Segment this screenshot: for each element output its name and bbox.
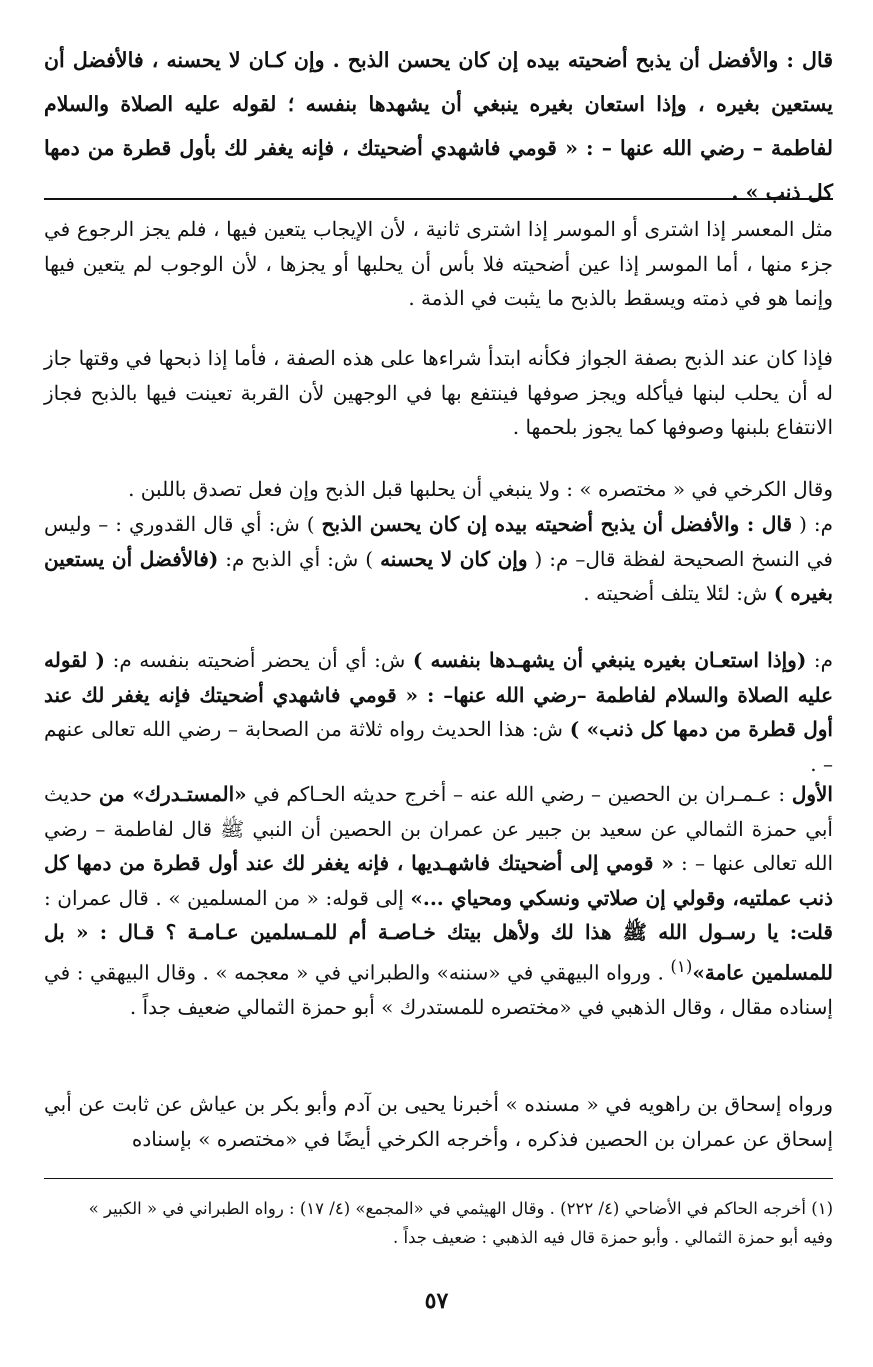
sharh-paragraph-6 (44, 777, 833, 1024)
matn-paragraph: قال : والأفضل أن يذبح أضحيته بيده إن كان يحسن الذبح . وإن كـان لا يحسنه ، فالأفضل أن يستعين بغيره ، وإذا استعان بغيره ينبغي أن يشهدها بنفسه ؛ لقوله عليه الصلاة والسلام لفاطمة – رضي الله عنها – : « قومي فاشهدي أضحيتك ، فإنه يغفر لك بأول قطرة من دمها كل ذنب » . (44, 48, 833, 204)
footnote-1-line-2: وفيه أبو حمزة الثمالي . وأبو حمزة قال فيه الذهبي : ضعيف جداً . (393, 1228, 833, 1247)
p5-b: (وإذا استعـان بغيره ينبغي أن يشهـدها بنفسه ) (412, 648, 807, 672)
p5-e: ش: هذا الحديث رواه ثلاثة من الصحابة – رضي الله تعالى عنهم – . (44, 717, 833, 776)
p4-f: (فالأفضل أن يستعين بغيره ) (44, 546, 833, 605)
p6-e: « قومي إلى أضحيتك فاشهـديها ، فإنه يغفر لك عند أول قطرة من دمها كل ذنب عملتيه، وقولي إن صلاتي ونسكي ومحياي ...» (44, 851, 833, 910)
page-number: ٥٧ (424, 1288, 449, 1314)
p6-d: حديث أبي حمزة الثمالي عن سعيد بن جبير عن عمران بن الحصين أن النبي ﷺ قال لفاطمة – رضي الله تعالى عنها – : (44, 782, 834, 875)
p4-a: م: ( (792, 512, 833, 536)
p6-c: «المستـدرك» من (98, 782, 247, 806)
footnote-1-line-1: (١) أخرجه الحاكم في الأضاحي (٤/ ٢٢٢) . وقال الهيثمي في «المجمع» (٤/ ١٧) : رواه الطبراني في « الكبير » (88, 1199, 833, 1218)
sharh-paragraph-7 (44, 1087, 833, 1156)
sharh-p3-text: وقال الكرخي في « مختصره » : ولا ينبغي أن يحلبها قبل الذبح وإن فعل تصدق باللبن . (128, 477, 833, 501)
p4-g: ش: لئلا يتلف أضحيته . (583, 581, 774, 605)
separator-rule (44, 198, 833, 200)
sharh-p1-text: مثل المعسر إذا اشترى أو الموسر إذا اشترى ثانية ، لأن الإيجاب يتعين فيها ، فلم يجز الرجوع في جزء منها ، أما الموسر إذا عين أضحيته فلا بأس أن يحلبها أو يجزها ، لأن الوجوب لم يتعين فيها وإنما هو في ذمته ويسقط بالذبح ما يثبت في الذمة . (44, 217, 833, 310)
sharh-paragraph-2 (44, 341, 833, 445)
p5-c: ش: أي أن يحضر أضحيته بنفسه م: (105, 648, 413, 672)
matn-text (44, 38, 833, 214)
sharh-p4-text (44, 507, 833, 611)
p5-d: ( لقوله عليه الصلاة والسلام لفاطمة –رضي الله عنها– : « قومي فاشهدي أضحيتك فإنه يغفر لك عند أول قطرة من دمها كل ذنب» ) (44, 648, 834, 741)
sharh-p6-text (44, 777, 833, 1024)
sharh-p5-text (44, 643, 833, 781)
p6-i: . ورواه البيهقي في «سننه» والطبراني في « معجمه » . وقال البيهقي : في إسناده مقال ، وقال الذهبي في «مختصره للمستدرك » أبو حمزة الثمالي ضعيف جداً . (44, 960, 833, 1019)
p4-c: ) ش: أي قال القدوري : – وليس في النسخ الصحيحة لفظة قال– م: ( (44, 512, 833, 571)
footnotes (44, 1194, 833, 1252)
p6-a: الأول (791, 782, 833, 806)
sharh-paragraph-4 (44, 507, 833, 611)
p5-a: م: (806, 648, 834, 672)
p4-b: قال : والأفضل أن يذبح أضحيته بيده إن كان يحسن الذبح (321, 512, 793, 536)
sharh-p7-text: ورواه إسحاق بن راهويه في « مسنده » أخبرنا يحيى بن آدم وأبو بكر بن عياش عن ثابت عن أبي إسحاق عن عمران بن الحصين فذكره ، وأخرجه الكرخي أيضًا في «مختصره » بإسناده (44, 1092, 833, 1151)
footnote-rule (44, 1178, 833, 1179)
p4-d: وإن كان لا يحسنه (380, 546, 528, 571)
p4-e: ) ش: أي الذبح م: (218, 546, 381, 571)
sharh-p2-text: فإذا كان عند الذبح بصفة الجواز فكأنه ابتدأ شراءها على هذه الصفة ، فأما إذا ذبحها في وقتها جاز له أن يحلب لبنها فيأكله ويجز صوفها فينتفع بها في الوجهين لأن القربة تعينت فيها بالذبح فجاز الانتفاع بلبنها وصوفها كما يجوز بلحمها . (44, 346, 833, 439)
p6-g: قلت: يا رسـول الله ﷺ هذا لك ولأهل بيتك خـاصـة أم للمـسلمين عـامـة ؟ قـال : « بل للمسلمين عامة» (44, 920, 833, 985)
sharh-paragraph-5 (44, 643, 833, 781)
footnote-ref-1: (١) (670, 956, 693, 976)
sharh-paragraph-3 (44, 472, 833, 507)
p6-b: : عـمـران بن الحصين – رضي الله عنه – أخرج حديثه الحـاكم في (246, 782, 792, 806)
sharh-paragraph-1 (44, 212, 833, 316)
p6-f: إلى قوله: « من المسلمين » . قال عمران : (44, 885, 411, 910)
